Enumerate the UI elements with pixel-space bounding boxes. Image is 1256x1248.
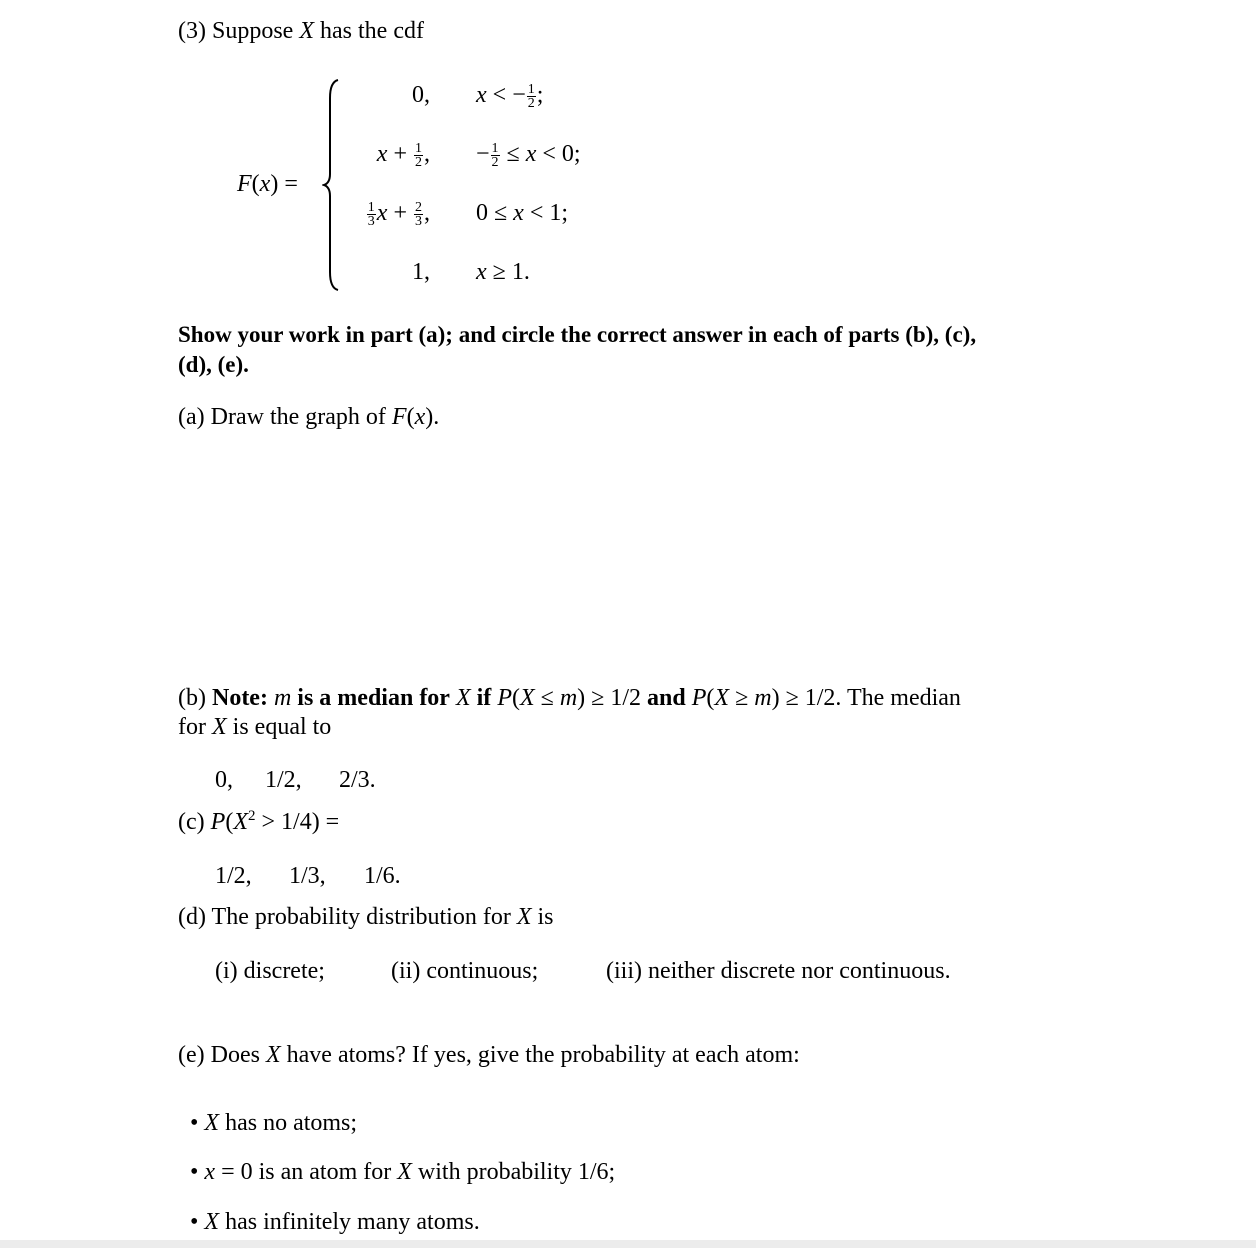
- part-a: (a) Draw the graph of F(x).: [178, 404, 440, 430]
- instructions-line-2: (d), (e).: [178, 352, 249, 377]
- cdf-case-2-value: x + $\frac{1}{2}$ ,: [376, 140, 430, 170]
- part-e-option-3[interactable]: • X has infinitely many atoms.: [190, 1209, 480, 1235]
- cdf-case-3-condition: 0 ≤ x < 1;: [476, 200, 569, 226]
- part-b-line-1: (b) Note: m is a median for X if P(X ≤ m) ≥ 1/2 and P(X ≥ m) ≥ 1/2. The median: [178, 685, 961, 711]
- part-c-option-3[interactable]: 1/6.: [364, 863, 401, 889]
- part-b-line-2: for X is equal to: [178, 714, 332, 740]
- part-b-option-1[interactable]: 0,: [215, 767, 233, 793]
- part-e-option-1[interactable]: • X has no atoms;: [190, 1110, 358, 1136]
- cdf-case-1-value: 0,: [412, 82, 430, 108]
- part-a-label: (a): [178, 404, 205, 430]
- cdf-lhs: F(x) =: [237, 171, 298, 197]
- cdf-case-3-value: $\frac{1}{3}$ x + $\frac{2}{3}$ ,: [367, 199, 430, 229]
- bullet-icon: •: [190, 1159, 199, 1185]
- part-e-option-2[interactable]: • x = 0 is an atom for X with probability 1/6;: [190, 1159, 616, 1185]
- part-c-option-2[interactable]: 1/3,: [289, 863, 326, 889]
- cdf-case-4-value: 1,: [412, 259, 430, 285]
- part-d-option-2[interactable]: (ii) continuous;: [391, 958, 539, 984]
- bullet-icon: •: [190, 1209, 199, 1235]
- cdf-case-4-condition: x ≥ 1.: [476, 259, 530, 285]
- cdf-case-1-condition: x < − $\frac{1}{2}$ ;: [476, 81, 544, 111]
- part-a-text: Draw the graph of: [210, 404, 386, 430]
- cdf-case-2-condition: − $\frac{1}{2}$ ≤ x < 0;: [476, 140, 581, 170]
- part-b-option-2[interactable]: 1/2,: [265, 767, 302, 793]
- part-d-question: (d) The probability distribution for X is: [178, 904, 554, 930]
- part-d-option-3[interactable]: (iii) neither discrete nor continuous.: [606, 958, 951, 984]
- part-c-question: (c) $P(X^2 > 1/4)$ =: [178, 808, 340, 835]
- part-d-option-1[interactable]: (i) discrete;: [215, 958, 325, 984]
- page-bottom-edge: [0, 1240, 1256, 1248]
- problem-heading: (3) Suppose X has the cdf: [178, 18, 424, 44]
- part-c-option-1[interactable]: 1/2,: [215, 863, 252, 889]
- instructions-line-1: Show your work in part (a); and circle the correct answer in each of parts (b), (c),: [178, 322, 977, 347]
- part-e-question: (e) Does X have atoms? If yes, give the probability at each atom:: [178, 1042, 800, 1068]
- bullet-icon: •: [190, 1110, 199, 1136]
- part-b-option-3[interactable]: 2/3.: [339, 767, 376, 793]
